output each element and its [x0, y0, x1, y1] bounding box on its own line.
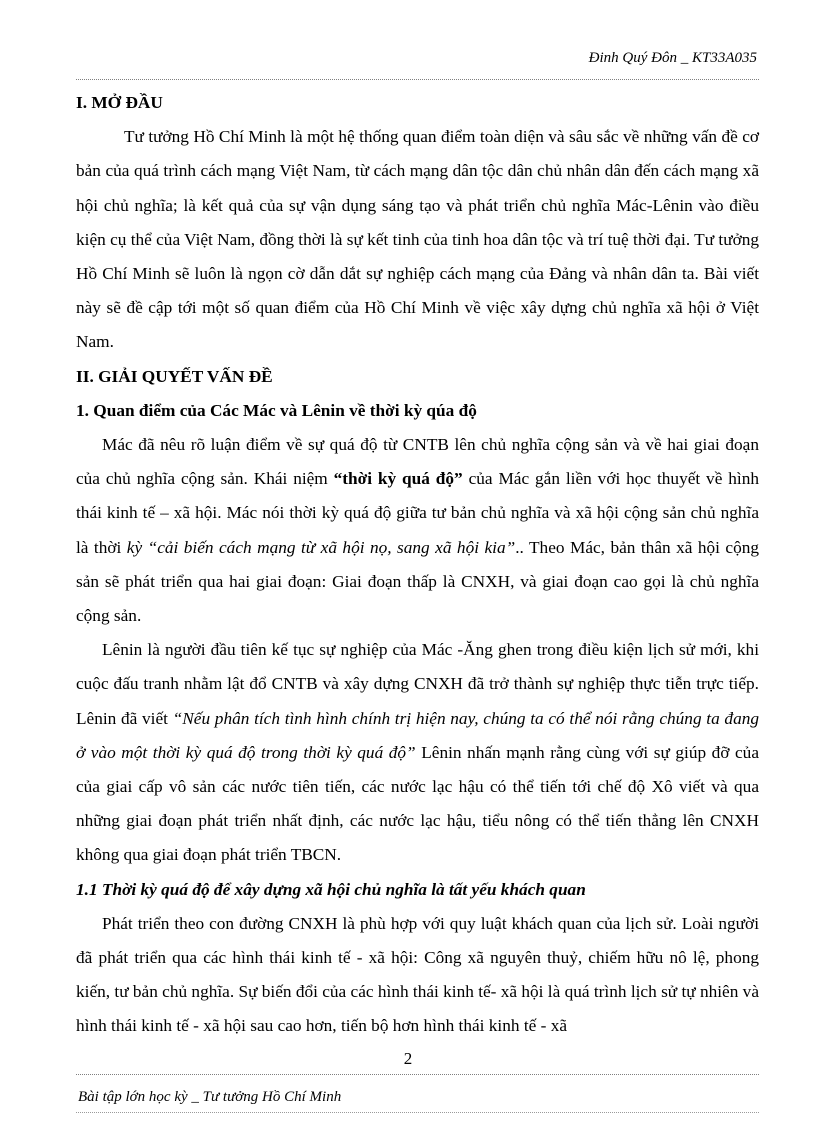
intro-heading: I. MỞ ĐẦU [76, 93, 163, 112]
header-divider [76, 79, 759, 80]
page-number: 2 [403, 1049, 413, 1068]
lenin-text-2: Lênin nhấn mạnh rằng cùng với sự giúp đỡ của của giai cấp vô sản các nước tiên tiến, các nước lạc hậu có thể tiến tới chế độ Xô viết và qua những giai đoạn phát triển nhất định, các nước lạc hậu, tiểu nông có thể tiến thẳng lên CNXH không qua giai đoạn phát triển TBCN. [76, 742, 759, 865]
bottom-divider [76, 1112, 759, 1113]
footer-course: Bài tập lớn học kỳ _ Tư tưởng Hồ Chí Minh [78, 1089, 342, 1105]
marx-text-1: Mác đã nêu rõ luận điểm về sự quá độ từ CNTB lên chủ nghĩa cộng sản và về hai giai đoạn của chủ nghĩa cộng sản. Khái niệm [76, 435, 759, 489]
main-heading: II. GIẢI QUYẾT VẤN ĐỀ [76, 366, 273, 386]
lenin-quote: “Nếu phân tích tình hình chính trị hiện nay, chúng ta có thể nói rằng chúng ta đang ở vào một thời kỳ quá độ trong thời kỳ quá độ” [76, 708, 759, 762]
marx-bold-term: “thời kỳ quá độ” [333, 469, 463, 489]
intro-paragraph: Tư tưởng Hồ Chí Minh là một hệ thống quan điểm toàn diện và sâu sắc về những vấn đề cơ bản của quá trình cách mạng Việt Nam, từ cách mạng dân tộc dân chủ nhân dân đến cách mạng xã hội chủ nghĩa; là kết quả của sự vận dụng sáng tạo và phát triển chủ nghĩa Mác-Lênin vào điều kiện cụ thể của Việt Nam, đồng thời là sự kết tinh của tinh hoa dân tộc và trí tuệ thời đại. Tư tưởng Hồ Chí Minh sẽ luôn là ngọn cờ dẫn dắt sự nghiệp cách mạng của Đảng và nhân dân ta. Bài viết này sẽ đề cập tới một số quan điểm của Hồ Chí Minh về việc xây dựng chủ nghĩa xã hội ở Việt Nam. [76, 127, 760, 352]
marx-paragraph [76, 428, 759, 633]
marx-quote: kỳ “cải biến cách mạng từ xã hội nọ, sang xã hội kia” [126, 537, 516, 557]
marx-text-3: .. Theo Mác, bản thân xã hội cộng sản sẽ phát triển qua hai giai đoạn: Giai đoạn thấp là CNXH, và giai đoạn cao gọi là chủ nghĩa cộng sản. [76, 537, 760, 626]
document-body [76, 86, 759, 1044]
lenin-text-1: Lênin là người đầu tiên kế tục sự nghiệp của Mác -Ăng ghen trong điều kiện lịch sử mới, khi cuộc đấu tranh nhằm lật đổ CNTB và xây dựng CNXH đã trở thành sự nghiệp thực tiễn trực tiếp. Lênin đã viết [76, 640, 759, 728]
development-paragraph: Phát triển theo con đường CNXH là phù hợp với quy luật khách quan của lịch sử. Loài người đã phát triển qua các hình thái kinh tế - xã hội: Công xã nguyên thuỷ, chiếm hữu nô lệ, phong kiến, tư bản chủ nghĩa. Sự biến đổi của các hình thái kinh tế- xã hội là quá trình lịch sử tự nhiên và hình thái kinh tế - xã hội sau cao hơn, tiến bộ hơn hình thái kinh tế - xã [76, 913, 759, 1036]
header-author: Đinh Quý Đôn _ KT33A035 [588, 50, 757, 66]
subsection-1-1-heading: 1.1 Thời kỳ quá độ để xây dựng xã hội chủ nghĩa là tất yếu khách quan [76, 879, 586, 899]
lenin-paragraph [76, 633, 759, 872]
footer-divider [76, 1074, 759, 1075]
marx-text-2: của Mác gắn liền với học thuyết về hình thái kinh tế – xã hội. Mác nói thời kỳ quá độ giữa tư bản chủ nghĩa và xã hội cộng sản chủ nghĩa là thời [76, 469, 759, 557]
subsection-1-heading: 1. Quan điểm của Các Mác và Lênin về thời kỳ qúa độ [76, 400, 477, 420]
